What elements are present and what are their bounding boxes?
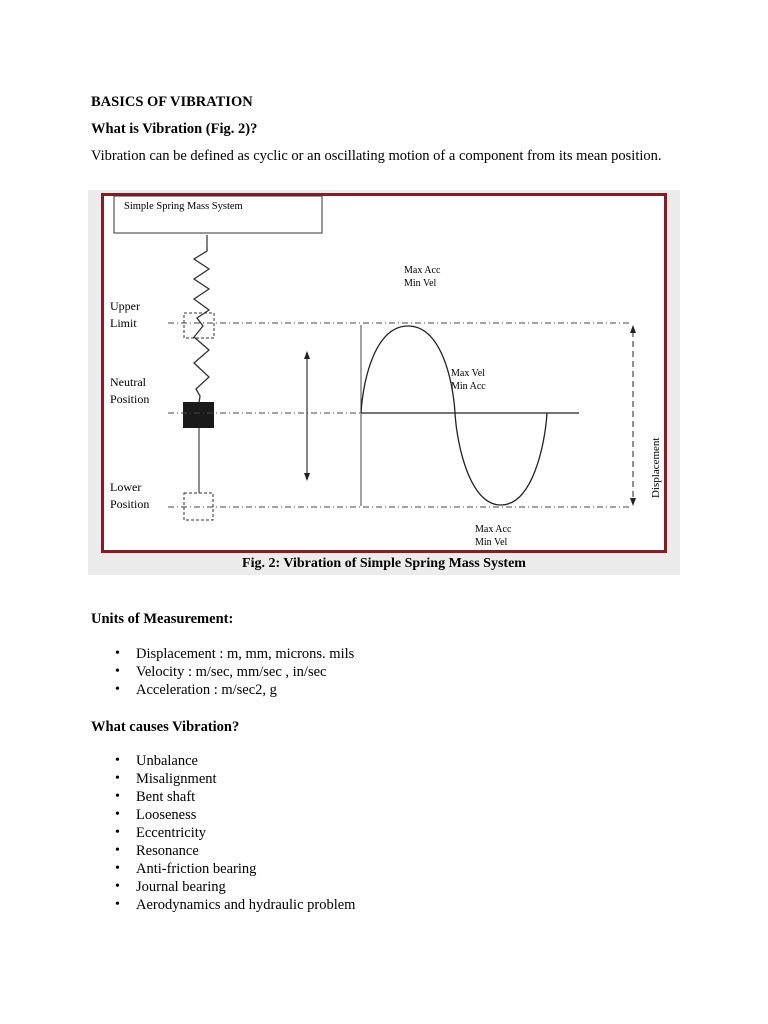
max-vel-label: Max Vel Min Acc [451,368,486,392]
section-title: BASICS OF VIBRATION [91,94,253,110]
system-box-label: Simple Spring Mass System [124,201,243,212]
list-item: • Acceleration : m/sec2, g [91,681,354,699]
list-item: • Velocity : m/sec, mm/sec , in/sec [91,663,354,681]
mass-block [183,402,214,428]
definition-paragraph: Vibration can be defined as cyclic or an oscillating motion of a component from its mean position. [91,148,662,164]
lower-position-label: Lower Position [110,480,150,511]
max-acc-top-label: Max Acc Min Vel [404,265,441,289]
upper-limit-label: Upper Limit [110,299,140,330]
causes-heading: What causes Vibration? [91,719,240,735]
list-item: • Displacement : m, mm, microns. mils [91,645,354,663]
list-item: • Bent shaft [91,788,355,806]
list-item: • Misalignment [91,770,355,788]
question-heading: What is Vibration (Fig. 2)? [91,121,258,137]
causes-list [91,752,355,914]
list-item: • Unbalance [91,752,355,770]
list-item: • Aerodynamics and hydraulic problem [91,896,355,914]
list-item: • Resonance [91,842,355,860]
units-list [91,645,354,699]
max-acc-bottom-label: Max Acc Min Vel [475,524,512,548]
neutral-position-label: Neutral Position [110,375,150,406]
displacement-label: Displacement [650,437,662,498]
list-item: • Looseness [91,806,355,824]
list-item: • Anti-friction bearing [91,860,355,878]
sine-wave [361,326,547,505]
list-item: • Journal bearing [91,878,355,896]
units-heading: Units of Measurement: [91,611,234,627]
lower-limit-mass [184,493,213,520]
spring [194,247,209,403]
figure-caption: Fig. 2: Vibration of Simple Spring Mass System [242,556,526,571]
list-item: • Eccentricity [91,824,355,842]
